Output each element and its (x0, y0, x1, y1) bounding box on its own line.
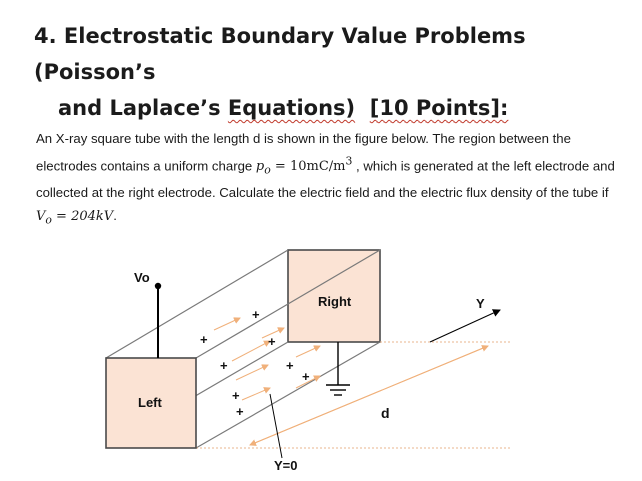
y0-label: Y=0 (274, 458, 298, 473)
title-text-start: and Laplace’s (58, 96, 228, 120)
left-label: Left (138, 395, 162, 410)
question-number: 4. (34, 24, 57, 48)
question-points: [10 Points]: (369, 96, 509, 120)
charge-plus: + (200, 332, 208, 347)
problem-sentence-2: , which is generated at the left electrode and collected at the right electrode. Calculate the electric field and the electric flux density of the tube if (36, 157, 615, 201)
y-direction-arrow (430, 310, 500, 342)
voltage-expression: $V_o = 204kV$ (36, 208, 114, 227)
charge-plus: + (236, 404, 244, 419)
title-underlined-word: Equations) (227, 96, 356, 120)
vo-label: Vo (134, 270, 150, 285)
charge-plus: + (220, 358, 228, 373)
d-label: d (381, 405, 390, 421)
charge-plus: + (252, 307, 260, 322)
problem-statement: An X-ray square tube with the length d is shown in the figure below. The region between the electrodes contains a uniform charge $p_o = 10mC/m^3$ , which is generated at the left electrode and collected at the right electrode. Calculate the electric field and the electric flux density of the tube if $V_o = 204kV$. (36, 131, 615, 227)
y-axis-label: Y (476, 296, 485, 311)
ground-icon (326, 342, 350, 395)
problem-sentence-1: An X-ray square tube with the length d is shown in the figure below. The region between the electrodes contains a uniform charge (36, 131, 571, 173)
charge-plus: + (232, 388, 240, 403)
right-label: Right (318, 294, 352, 309)
voltage-terminal (155, 283, 161, 289)
charge-plus: + (302, 369, 310, 384)
question-title-line1: Electrostatic Boundary Value Problems (Poisson’s (34, 24, 526, 84)
charge-density-expression: $p_o = 10mC/m^3$ (255, 154, 353, 177)
charge-plus: + (286, 358, 294, 373)
charge-plus: + (268, 334, 276, 349)
